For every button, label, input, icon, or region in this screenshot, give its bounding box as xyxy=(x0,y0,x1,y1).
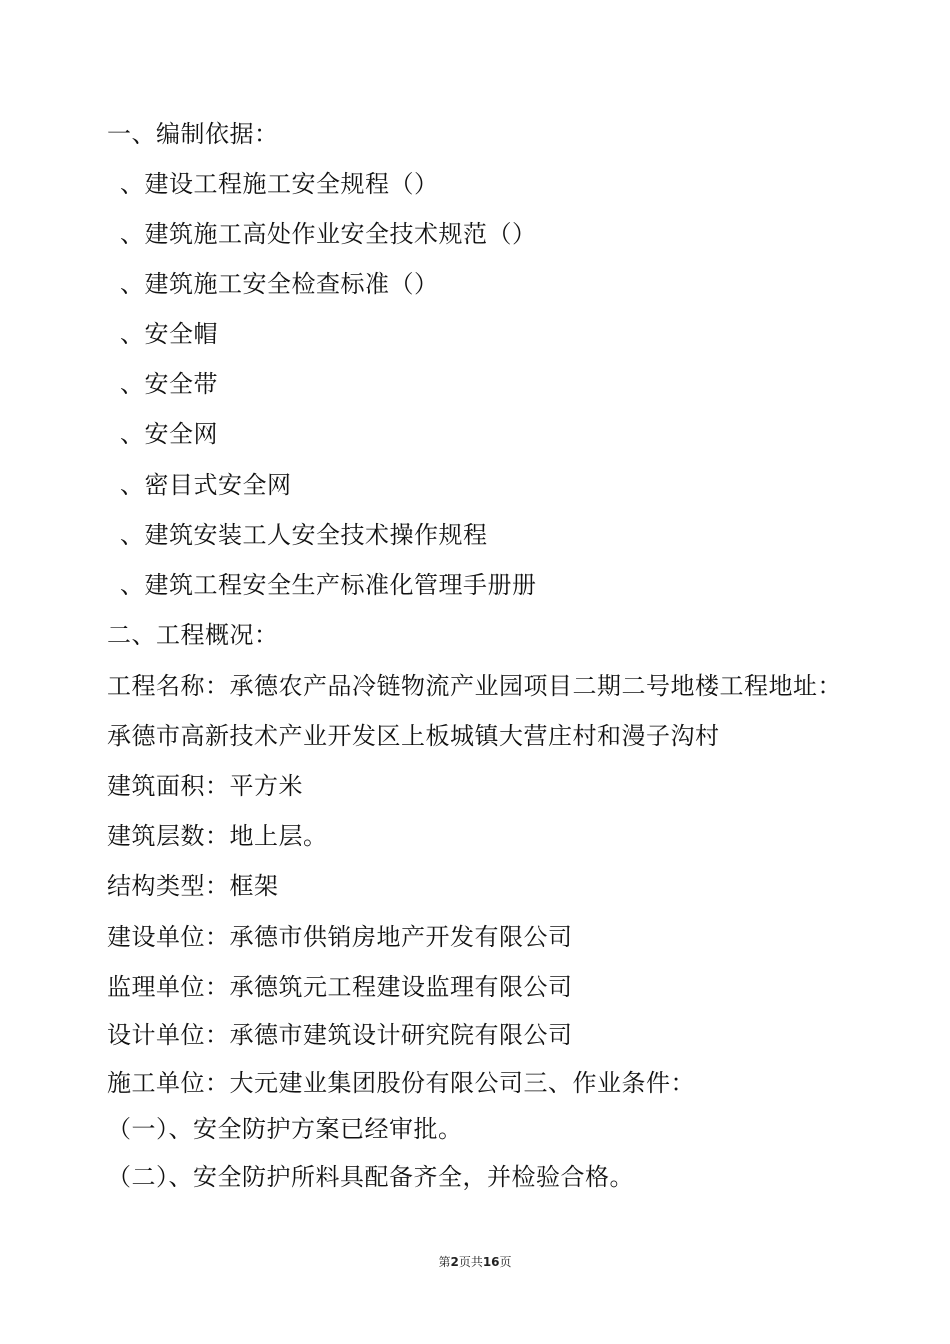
basis-item: 、密目式安全网 xyxy=(120,471,292,499)
project-name-line: 工程名称：承德农产品冷链物流产业园项目二期二号地楼工程地址： xyxy=(107,672,842,700)
page-footer xyxy=(0,1254,950,1270)
basis-item: 、安全带 xyxy=(120,370,218,398)
footer-total-pages: 16 xyxy=(482,1255,500,1269)
basis-item: 、建筑安装工人安全技术操作规程 xyxy=(120,521,488,549)
basis-item: 、建筑施工高处作业安全技术规范（） xyxy=(120,220,537,248)
footer-page-number: 2 xyxy=(450,1255,459,1269)
construction-unit-line: 施工单位：大元建业集团股份有限公司三、作业条件： xyxy=(107,1069,695,1097)
design-unit-line: 设计单位：承德市建筑设计研究院有限公司 xyxy=(107,1021,573,1049)
building-floors-line: 建筑层数：地上层。 xyxy=(107,822,328,850)
footer-suffix: 页 xyxy=(499,1255,512,1269)
condition-item: （一）、安全防护方案已经审批。 xyxy=(107,1115,463,1143)
supervision-unit-line: 监理单位：承德筑元工程建设监理有限公司 xyxy=(107,973,573,1001)
owner-unit-line: 建设单位：承德市供销房地产开发有限公司 xyxy=(107,923,573,951)
basis-item: 、安全帽 xyxy=(120,320,218,348)
building-area-line: 建筑面积：平方米 xyxy=(107,772,303,800)
section-heading-overview: 二、工程概况： xyxy=(107,621,279,649)
basis-item: 、建筑工程安全生产标准化管理手册册 xyxy=(120,571,537,599)
condition-item: （二）、安全防护所料具配备齐全，并检验合格。 xyxy=(107,1163,634,1191)
footer-prefix: 第 xyxy=(438,1255,451,1269)
basis-item: 、安全网 xyxy=(120,420,218,448)
basis-item: 、建筑施工安全检查标准（） xyxy=(120,270,439,298)
section-heading-basis: 一、编制依据： xyxy=(107,120,279,148)
basis-item: 、建设工程施工安全规程（） xyxy=(120,170,439,198)
project-address-line: 承德市高新技术产业开发区上板城镇大营庄村和漫子沟村 xyxy=(107,722,720,750)
structure-type-line: 结构类型：框架 xyxy=(107,872,279,900)
footer-middle: 页共 xyxy=(458,1255,483,1269)
